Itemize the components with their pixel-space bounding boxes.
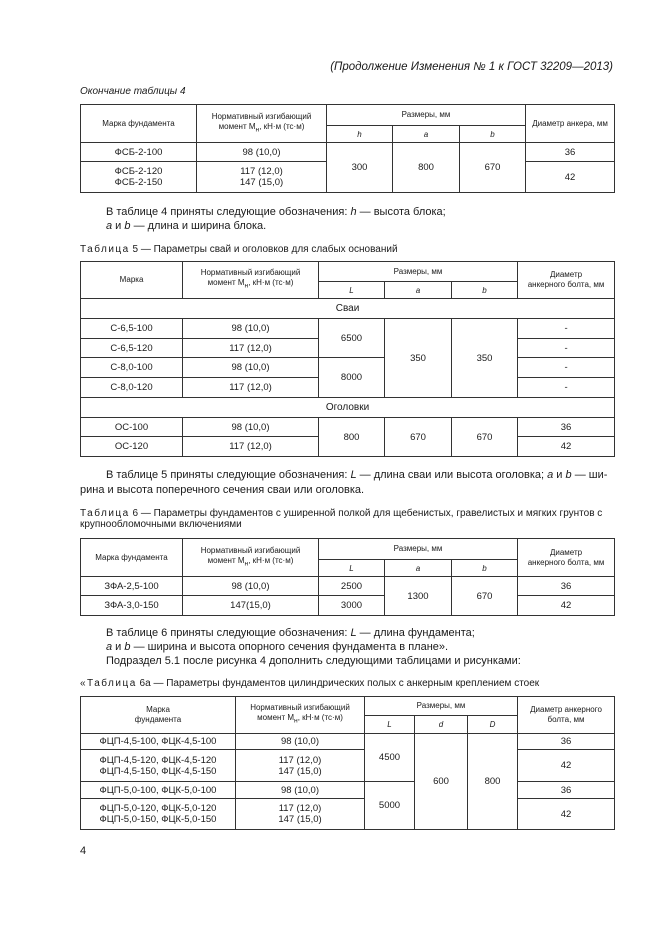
cell-mark: ЗФА-3,0-150 (81, 596, 183, 616)
cell-moment: 117 (12,0) 147 (15,0) (236, 799, 365, 830)
cell-diameter: 42 (518, 750, 615, 782)
cell-a: 670 (385, 418, 452, 457)
header-b: b (460, 126, 526, 143)
cell-mark: С-8,0-120 (81, 378, 183, 398)
page-number: 4 (80, 845, 87, 857)
header-mark: Марка фундамента (81, 539, 183, 577)
header-diameter: Диаметр анкерного болта, мм (518, 697, 615, 734)
note-6-line-3: Подраздел 5.1 после рисунка 4 дополнить следующими таблицами и рисунками: (106, 655, 521, 667)
note-4-line-2: a и b — длина и ширина блока. (106, 220, 267, 232)
cell-mark: ФЦП-5,0-120, ФЦК-5,0-120 ФЦП-5,0-150, ФЦК-5,0-150 (81, 799, 236, 830)
cell-a: 800 (393, 143, 460, 193)
cell-moment: 117 (12,0) (183, 339, 319, 358)
table-4 (80, 104, 615, 193)
cell-moment: 98 (10,0) (236, 782, 365, 799)
header-mark: Марка (81, 262, 183, 299)
note-6-line-1: В таблице 6 приняты следующие обозначения: L — длина фундамента; (106, 627, 475, 639)
header-sizes: Размеры, мм (319, 262, 518, 282)
header-a: a (393, 126, 460, 143)
cell-mark: С-6,5-120 (81, 339, 183, 358)
header-sizes: Размеры, мм (365, 697, 518, 716)
cell-moment: 98 (10,0) (183, 319, 319, 339)
cell-mark: ФЦП-4,5-120, ФЦК-4,5-120 ФЦП-4,5-150, ФЦК-4,5-150 (81, 750, 236, 782)
cell-a: 1300 (385, 577, 452, 616)
cell-diameter: - (518, 339, 615, 358)
header-sizes: Размеры, мм (319, 539, 518, 560)
section-caps: Оголовки (81, 398, 615, 418)
header-moment: Нормативный изгибающий момент $M_н$, кН·м (тс·м) (236, 697, 365, 734)
cell-diameter: - (518, 319, 615, 339)
cell-diameter: 36 (518, 418, 615, 437)
cell-mark: ЗФА-2,5-100 (81, 577, 183, 596)
header-b: b (452, 282, 518, 299)
cell-moment: 117 (12,0) (183, 437, 319, 457)
cell-L: 5000 (365, 782, 415, 830)
cell-diameter: 36 (518, 577, 615, 596)
cell-moment: 117 (12,0) 147 (15,0) (236, 750, 365, 782)
cell-mark: ФСБ-2-100 (81, 143, 197, 162)
header-b: b (452, 560, 518, 577)
table-6-caption-cont: крупнообломочными включениями (80, 519, 242, 530)
table-6a (80, 696, 615, 830)
header-d: d (415, 716, 468, 734)
header-diameter: Диаметр анкерного болта, мм (518, 262, 615, 299)
table-5 (80, 261, 615, 457)
cell-d: 600 (415, 734, 468, 830)
header-diameter: Диаметр анкерного болта, мм (518, 539, 615, 577)
cell-moment: 98 (10,0) (183, 358, 319, 378)
cell-D: 800 (468, 734, 518, 830)
cell-diameter: 36 (518, 734, 615, 750)
document-header: (Продолжение Изменения № 1 к ГОСТ 32209—2013) (330, 61, 613, 73)
section-piles: Сваи (81, 299, 615, 319)
note-6-line-2: a и b — ширина и высота опорного сечения фундамента в плане». (106, 641, 449, 653)
table-6 (80, 538, 615, 616)
cell-moment: 117 (12,0) (183, 378, 319, 398)
cell-diameter: - (518, 378, 615, 398)
cell-moment: 117 (12,0) 147 (15,0) (197, 162, 327, 193)
cell-L: 2500 (319, 577, 385, 596)
header-D: D (468, 716, 518, 734)
cell-diameter: 42 (518, 437, 615, 457)
header-mark: Марка фундамента (81, 697, 236, 734)
cell-b: 350 (452, 319, 518, 398)
cell-a: 350 (385, 319, 452, 398)
cell-mark: ОС-100 (81, 418, 183, 437)
header-moment: Нормативный изгибающий момент $M_н$, кН·м (тс·м) (197, 105, 327, 143)
header-a: a (385, 560, 452, 577)
header-diameter: Диаметр анкера, мм (526, 105, 615, 143)
header-L: L (365, 716, 415, 734)
note-5-line-2: рина и высота поперечного сечения сваи или оголовка. (80, 484, 365, 496)
cell-mark: С-6,5-100 (81, 319, 183, 339)
cell-moment: 98 (10,0) (183, 577, 319, 596)
note-5-line-1: В таблице 5 приняты следующие обозначения: L — длина сваи или высота оголовка; a и b — ши- (106, 469, 608, 481)
cell-diameter: 42 (526, 162, 615, 193)
header-moment: Нормативный изгибающий момент $M_н$, кН·м (тс·м) (183, 262, 319, 299)
header-h: h (327, 126, 393, 143)
cell-L: 6500 (319, 319, 385, 358)
cell-L: 8000 (319, 358, 385, 398)
cell-moment: 98 (10,0) (183, 418, 319, 437)
cell-b: 670 (452, 577, 518, 616)
cell-moment: 98 (10,0) (236, 734, 365, 750)
header-L: L (319, 560, 385, 577)
table-6a-caption: «Таблица 6а — Параметры фундаментов цилиндрических полых с анкерным креплением стоек (80, 678, 540, 689)
cell-mark: ОС-120 (81, 437, 183, 457)
cell-moment: 98 (10,0) (197, 143, 327, 162)
cell-L: 4500 (365, 734, 415, 782)
table-5-caption: Таблица 5 — Параметры свай и оголовков для слабых оснований (80, 244, 398, 255)
header-sizes: Размеры, мм (327, 105, 526, 126)
cell-L: 3000 (319, 596, 385, 616)
header-moment: Нормативный изгибающий момент $M_н$, кН·м (тс·м) (183, 539, 319, 577)
cell-diameter: 36 (526, 143, 615, 162)
cell-mark: ФСБ-2-120 ФСБ-2-150 (81, 162, 197, 193)
table-6-caption: Таблица 6 — Параметры фундаментов с уширенной полкой для щебенистых, гравелистых и мягких грунтов с (80, 508, 603, 519)
cell-diameter: - (518, 358, 615, 378)
table-4-caption: Окончание таблицы 4 (80, 86, 186, 97)
note-4-line-1: В таблице 4 приняты следующие обозначения: h — высота блока; (106, 206, 446, 218)
cell-diameter: 42 (518, 799, 615, 830)
header-mark: Марка фундамента (81, 105, 197, 143)
cell-b: 670 (460, 143, 526, 193)
cell-mark: ФЦП-4,5-100, ФЦК-4,5-100 (81, 734, 236, 750)
cell-b: 670 (452, 418, 518, 457)
cell-diameter: 36 (518, 782, 615, 799)
cell-L: 800 (319, 418, 385, 457)
header-L: L (319, 282, 385, 299)
cell-moment: 147(15,0) (183, 596, 319, 616)
cell-diameter: 42 (518, 596, 615, 616)
cell-mark: ФЦП-5,0-100, ФЦК-5,0-100 (81, 782, 236, 799)
header-a: a (385, 282, 452, 299)
cell-h: 300 (327, 143, 393, 193)
cell-mark: С-8,0-100 (81, 358, 183, 378)
